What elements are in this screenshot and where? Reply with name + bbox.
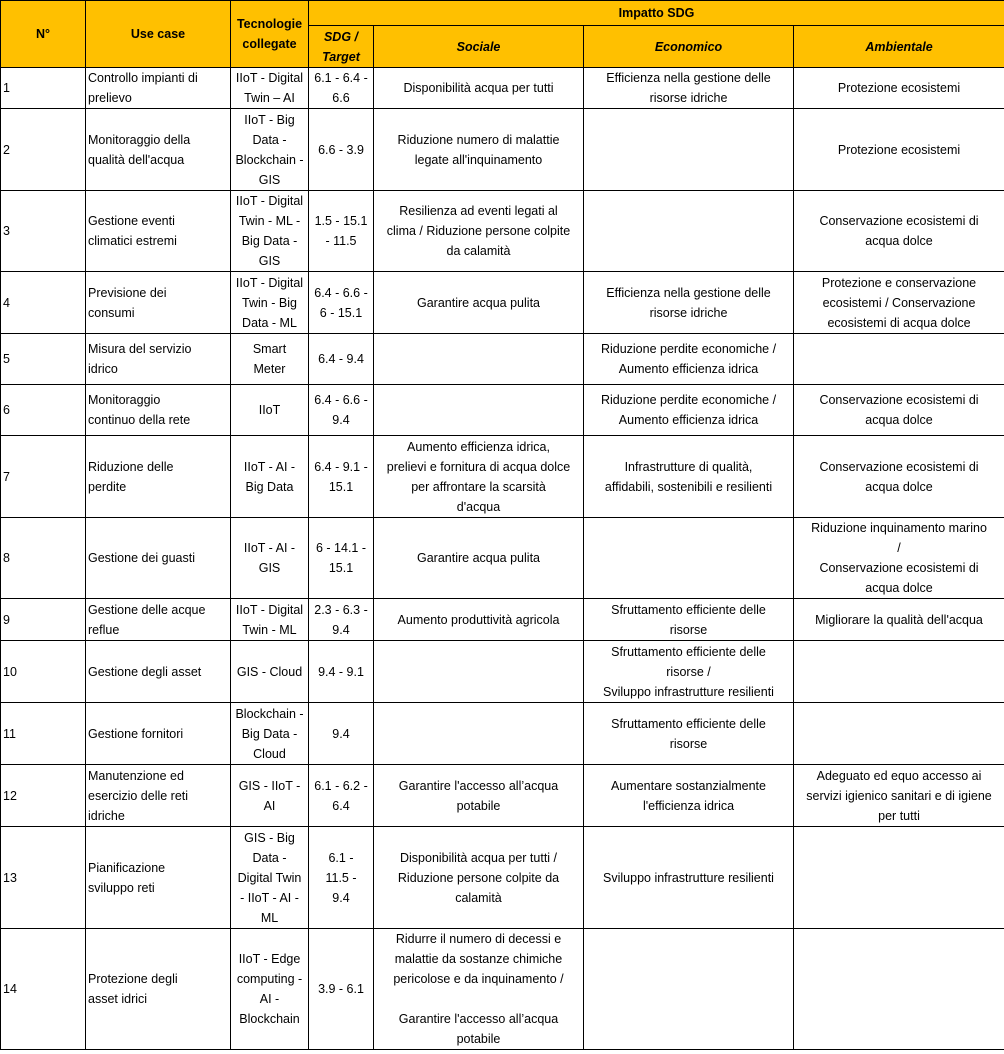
cell-sdg-target-line: 6.4 - 6.6 - [314, 285, 368, 300]
cell-economico-line: Riduzione perdite economiche / [600, 393, 777, 407]
cell-tech-line: Big Data - [241, 726, 298, 741]
header-sdg-target: SDG / Target [309, 26, 374, 68]
cell-num: 14 [1, 929, 86, 1050]
cell-tech [231, 518, 309, 599]
cell-use-case-line: Controllo impianti di [88, 71, 198, 85]
table-row [1, 334, 1004, 385]
cell-sociale-line: malattie da sostanze chimiche [394, 952, 563, 966]
cell-tech-line: Smart [252, 342, 287, 356]
cell-tech-line: IIoT - AI - [243, 541, 296, 555]
cell-sdg-target-line: 15.1 [328, 561, 354, 575]
cell-sociale-line: Aumento produttività agricola [397, 612, 560, 627]
cell-tech [231, 191, 309, 272]
header-sociale: Sociale [374, 26, 584, 68]
cell-tech-line: GIS - Big [244, 830, 295, 845]
table-row [1, 641, 1004, 703]
cell-tech [231, 599, 309, 641]
cell-ambientale-line: Migliorare la qualità dell'acqua [815, 612, 983, 627]
cell-tech-line: IIoT - Digital [235, 194, 304, 208]
header-impatto: Impatto SDG [309, 1, 1004, 26]
cell-sociale-line: Riduzione numero di malattie [397, 132, 560, 147]
cell-economico [584, 68, 794, 109]
cell-use-case-line: Riduzione delle [88, 459, 174, 474]
cell-sociale-line: Riduzione persone colpite da [397, 870, 560, 885]
cell-sdg-target [309, 385, 374, 436]
cell-ambientale-line: Adeguato ed equo accesso ai [816, 768, 982, 783]
cell-sociale-line: prelievi e fornitura di acqua dolce [386, 459, 571, 474]
cell-use-case [86, 436, 231, 518]
cell-sdg-target-line: 6.1 - [328, 850, 354, 865]
cell-sociale [374, 191, 584, 272]
cell-num: 5 [1, 334, 86, 385]
cell-num: 3 [1, 191, 86, 272]
cell-use-case [86, 765, 231, 827]
cell-sdg-target [309, 518, 374, 599]
cell-ambientale-line: servizi igienico sanitari e di igiene [806, 788, 992, 803]
cell-sdg-target [309, 641, 374, 703]
cell-economico-line: Efficienza nella gestione delle [606, 71, 771, 85]
cell-sociale [374, 765, 584, 827]
header-num: N° [1, 1, 86, 68]
cell-economico [584, 929, 794, 1050]
cell-use-case [86, 272, 231, 334]
cell-economico-line: Infrastrutture di qualità, [624, 459, 753, 474]
cell-use-case-line: Manutenzione ed [88, 768, 184, 783]
cell-use-case-line: Misura del servizio [88, 342, 192, 356]
cell-use-case-line: perdite [88, 479, 127, 494]
header-ambientale: Ambientale [794, 26, 1004, 68]
cell-sdg-target-line: 6.4 - 6.6 - [314, 393, 368, 407]
cell-economico-line: Riduzione perdite economiche / [600, 342, 777, 356]
cell-use-case-line: asset idrici [88, 992, 148, 1006]
cell-sdg-target-line: 3.9 - 6.1 [318, 982, 364, 996]
header-use-case: Use case [86, 1, 231, 68]
cell-sociale-line: Disponibilità acqua per tutti [403, 81, 554, 95]
table-body [1, 68, 1004, 1050]
cell-sdg-target-line: 6.6 - 3.9 [318, 142, 364, 157]
cell-tech-line: Blockchain [239, 1012, 300, 1026]
table-row [1, 109, 1004, 191]
cell-sdg-target-line: 9.4 [332, 726, 350, 741]
cell-economico [584, 765, 794, 827]
header-economico: Economico [584, 26, 794, 68]
cell-ambientale [794, 191, 1004, 272]
cell-sdg-target-line: 9.4 [332, 890, 350, 905]
cell-use-case-line: reflue [88, 622, 120, 637]
cell-sdg-target-line: 1.5 - 15.1 [314, 214, 368, 228]
table-row [1, 765, 1004, 827]
cell-sociale [374, 109, 584, 191]
cell-sdg-target-line: 11.5 - [325, 870, 357, 885]
cell-economico-line: affidabili, sostenibili e resilienti [604, 479, 773, 494]
cell-economico-line: risorse [669, 622, 708, 637]
cell-use-case [86, 703, 231, 765]
cell-tech-line: Twin – AI [244, 91, 295, 105]
cell-tech [231, 436, 309, 518]
cell-economico-line: Aumento efficienza idrica [618, 362, 759, 376]
cell-use-case-line: Protezione degli [88, 972, 178, 986]
cell-use-case [86, 641, 231, 703]
cell-tech-line: AI [263, 798, 276, 813]
cell-ambientale [794, 109, 1004, 191]
cell-sdg-target-line: 6.4 - 9.1 - [314, 459, 368, 474]
cell-use-case [86, 599, 231, 641]
cell-tech [231, 109, 309, 191]
cell-use-case-line: Gestione dei guasti [88, 551, 196, 565]
cell-use-case [86, 385, 231, 436]
cell-sdg-target-line: 6.1 - 6.4 - [314, 71, 368, 85]
cell-sdg-target-line: 6.4 - 9.4 [318, 352, 364, 366]
cell-sociale-line: Garantire l'accesso all’acqua [398, 1012, 559, 1026]
cell-tech-line: GIS [258, 172, 281, 187]
cell-ambientale-line: Conservazione ecosistemi di [819, 561, 979, 575]
cell-tech-line: Meter [253, 362, 286, 376]
cell-tech [231, 334, 309, 385]
cell-num: 6 [1, 385, 86, 436]
cell-sdg-target-line: 6.4 [332, 798, 350, 813]
cell-economico-line: Aumentare sostanzialmente [611, 778, 766, 793]
cell-num: 4 [1, 272, 86, 334]
cell-use-case [86, 68, 231, 109]
cell-economico-line: Sfruttamento efficiente delle [611, 644, 766, 659]
cell-sdg-target-line: 15.1 [328, 479, 354, 494]
cell-economico [584, 703, 794, 765]
cell-economico [584, 518, 794, 599]
cell-economico-line: risorse / [666, 664, 711, 679]
cell-economico-line: risorse idriche [649, 305, 728, 320]
cell-sociale [374, 599, 584, 641]
cell-economico [584, 641, 794, 703]
cell-tech-line: GIS [258, 254, 281, 268]
cell-economico [584, 599, 794, 641]
cell-use-case-line: prelievo [88, 91, 132, 105]
cell-num: 1 [1, 68, 86, 109]
cell-use-case [86, 109, 231, 191]
cell-use-case [86, 827, 231, 929]
cell-ambientale [794, 518, 1004, 599]
cell-sociale-line: Garantire l'accesso all’acqua [398, 778, 559, 793]
cell-sociale-line: Aumento efficienza idrica, [407, 439, 550, 454]
cell-sociale-line [376, 989, 581, 1009]
cell-use-case-line: sviluppo reti [88, 880, 155, 895]
cell-num: 2 [1, 109, 86, 191]
cell-ambientale [794, 703, 1004, 765]
table-row [1, 272, 1004, 334]
cell-sociale-line: d'acqua [456, 499, 501, 514]
cell-ambientale-line: Protezione ecosistemi [837, 142, 961, 157]
cell-ambientale [794, 641, 1004, 703]
cell-ambientale-line: Protezione e conservazione [821, 275, 977, 290]
cell-use-case-line: consumi [88, 305, 135, 320]
cell-sdg-target-line: 6 - 15.1 [319, 305, 363, 320]
header-tech: Tecnologie collegate [231, 1, 309, 68]
cell-sociale [374, 827, 584, 929]
cell-ambientale-line: per tutti [878, 808, 920, 823]
cell-sociale [374, 518, 584, 599]
cell-num: 8 [1, 518, 86, 599]
cell-ambientale [794, 272, 1004, 334]
cell-sociale-line: Garantire acqua pulita [417, 295, 540, 310]
cell-sdg-target-line: 6.6 [332, 91, 350, 105]
cell-tech-line: IIoT - Big [244, 112, 295, 127]
cell-tech-line: IIoT - AI - [243, 459, 296, 474]
cell-use-case-line: Monitoraggio della [88, 132, 191, 147]
cell-use-case-line: Monitoraggio [88, 393, 161, 407]
cell-economico-line: l'efficienza idrica [642, 798, 735, 813]
cell-sociale-line: potabile [456, 1032, 501, 1046]
cell-economico [584, 272, 794, 334]
cell-sociale-line: clima / Riduzione persone colpite [386, 224, 571, 238]
cell-tech [231, 272, 309, 334]
cell-sociale [374, 641, 584, 703]
cell-tech [231, 385, 309, 436]
cell-tech [231, 827, 309, 929]
cell-tech-line: Blockchain - [235, 706, 304, 721]
cell-sociale-line: Garantire acqua pulita [417, 551, 540, 565]
cell-num: 10 [1, 641, 86, 703]
cell-sociale [374, 334, 584, 385]
table-row [1, 68, 1004, 109]
cell-sdg-target-line: 9.4 [332, 622, 350, 637]
cell-sdg-target [309, 334, 374, 385]
cell-ambientale [794, 599, 1004, 641]
cell-economico-line: Aumento efficienza idrica [618, 413, 759, 427]
cell-sociale-line: pericolose e da inquinamento / [393, 972, 564, 986]
cell-tech [231, 641, 309, 703]
cell-use-case [86, 518, 231, 599]
cell-sociale-line: Resilienza ad eventi legati al [399, 204, 558, 218]
cell-tech-line: Twin - ML [242, 622, 297, 637]
cell-use-case [86, 929, 231, 1050]
cell-sdg-target [309, 191, 374, 272]
cell-tech-line: Cloud [253, 746, 286, 761]
cell-economico-line: risorse idriche [649, 91, 728, 105]
cell-sociale [374, 68, 584, 109]
cell-use-case-line: Gestione delle acque [88, 602, 206, 617]
table-row [1, 191, 1004, 272]
cell-tech-line: Twin - ML - [238, 214, 301, 228]
cell-sdg-target-line: 6 - 14.1 - [315, 541, 367, 555]
cell-use-case-line: continuo della rete [88, 413, 191, 427]
cell-ambientale-line: Conservazione ecosistemi di [819, 214, 979, 228]
cell-sdg-target [309, 109, 374, 191]
cell-economico [584, 191, 794, 272]
cell-sociale [374, 929, 584, 1050]
cell-tech [231, 703, 309, 765]
cell-tech-line: - IIoT - AI - [240, 890, 299, 905]
cell-num: 12 [1, 765, 86, 827]
cell-sdg-target [309, 436, 374, 518]
cell-ambientale-line: ecosistemi / Conservazione [822, 295, 976, 310]
cell-use-case-line: idriche [88, 808, 125, 823]
cell-sdg-target [309, 929, 374, 1050]
cell-tech-line: Data - ML [242, 315, 297, 330]
table-row [1, 385, 1004, 436]
cell-sdg-target [309, 827, 374, 929]
cell-num: 7 [1, 436, 86, 518]
cell-use-case-line: Gestione degli asset [88, 664, 202, 679]
cell-economico [584, 436, 794, 518]
cell-sociale-line: calamità [455, 890, 502, 905]
cell-ambientale-line: acqua dolce [865, 479, 933, 494]
table-row [1, 518, 1004, 599]
header-row-top [1, 1, 1004, 26]
cell-use-case-line: idrico [88, 362, 118, 376]
cell-economico-line: Sfruttamento efficiente delle [611, 602, 766, 617]
cell-ambientale-line: Conservazione ecosistemi di [819, 393, 979, 407]
cell-tech-line: Blockchain - [235, 152, 304, 167]
cell-ambientale-line: acqua dolce [865, 413, 933, 427]
table-row [1, 929, 1004, 1050]
cell-num: 11 [1, 703, 86, 765]
cell-sociale-line: Disponibilità acqua per tutti / [399, 850, 558, 865]
cell-ambientale-line: acqua dolce [865, 581, 933, 595]
cell-ambientale-line: Conservazione ecosistemi di [819, 459, 979, 474]
cell-tech-line: computing - [236, 972, 303, 986]
cell-sdg-target-line: 2.3 - 6.3 - [314, 602, 368, 617]
cell-tech-line: IIoT - Digital [235, 71, 304, 85]
cell-ambientale-line: acqua dolce [865, 234, 933, 248]
cell-tech-line: GIS - IIoT - [238, 778, 301, 793]
cell-tech [231, 765, 309, 827]
cell-tech-line: IIoT [258, 403, 281, 417]
cell-ambientale [794, 436, 1004, 518]
cell-economico [584, 334, 794, 385]
cell-tech-line: Data - [252, 850, 287, 865]
cell-sdg-target-line: 9.4 - 9.1 [318, 664, 364, 679]
cell-sdg-target-line: 6.1 - 6.2 - [314, 778, 368, 793]
cell-ambientale [794, 929, 1004, 1050]
cell-ambientale-line: Riduzione inquinamento marino [811, 521, 987, 535]
cell-sdg-target [309, 765, 374, 827]
cell-tech-line: AI - [259, 992, 280, 1006]
cell-ambientale-line: Protezione ecosistemi [837, 81, 961, 95]
cell-sdg-target [309, 703, 374, 765]
cell-sdg-target-line: 9.4 [332, 413, 350, 427]
cell-use-case-line: qualità dell'acqua [88, 152, 185, 167]
cell-tech-line: ML [260, 910, 279, 925]
cell-economico-line: Sviluppo infrastrutture resilienti [603, 684, 774, 699]
cell-num: 13 [1, 827, 86, 929]
cell-sociale [374, 703, 584, 765]
cell-sociale-line: da calamità [446, 244, 511, 258]
cell-use-case [86, 334, 231, 385]
cell-sdg-target [309, 272, 374, 334]
cell-tech-line: IIoT - Digital [235, 275, 304, 290]
cell-economico-line: risorse [669, 736, 708, 751]
cell-economico [584, 385, 794, 436]
cell-tech-line: Twin - Big [242, 295, 297, 310]
table-row [1, 703, 1004, 765]
cell-ambientale [794, 827, 1004, 929]
table-row [1, 827, 1004, 929]
cell-use-case-line: esercizio delle reti [88, 788, 189, 803]
table-row [1, 436, 1004, 518]
cell-use-case-line: Gestione fornitori [88, 726, 184, 741]
cell-tech-line: IIoT - Digital [235, 602, 304, 617]
cell-sdg-target-line: - 11.5 [325, 234, 357, 248]
cell-sdg-target [309, 68, 374, 109]
cell-ambientale-line: / [897, 541, 901, 555]
cell-sociale [374, 385, 584, 436]
cell-economico [584, 109, 794, 191]
cell-sociale [374, 272, 584, 334]
cell-sdg-target [309, 599, 374, 641]
cell-economico-line: Sviluppo infrastrutture resilienti [603, 870, 774, 885]
cell-tech-line: Big Data - [241, 234, 298, 248]
cell-use-case-line: climatici estremi [88, 234, 177, 248]
cell-use-case-line: Pianificazione [88, 860, 166, 875]
cell-sociale-line: Ridurre il numero di decessi e [395, 932, 562, 946]
cell-sociale-line: legate all'inquinamento [414, 152, 543, 167]
cell-sociale [374, 436, 584, 518]
cell-tech-line: GIS [258, 561, 281, 575]
cell-tech [231, 68, 309, 109]
cell-use-case-line: Previsione dei [88, 285, 167, 300]
cell-tech-line: Data - [252, 132, 287, 147]
cell-ambientale [794, 68, 1004, 109]
cell-economico [584, 827, 794, 929]
cell-economico-line: Sfruttamento efficiente delle [611, 716, 766, 731]
cell-tech-line: Digital Twin [237, 870, 302, 885]
cell-tech-line: IIoT - Edge [238, 952, 301, 966]
cell-economico-line: Efficienza nella gestione delle [606, 285, 771, 300]
cell-ambientale [794, 385, 1004, 436]
cell-num: 9 [1, 599, 86, 641]
cell-sociale-line: per affrontare la scarsità [411, 479, 546, 494]
cell-ambientale-line: ecosistemi di acqua dolce [827, 315, 971, 330]
cell-tech [231, 929, 309, 1050]
cell-use-case [86, 191, 231, 272]
cell-use-case-line: Gestione eventi [88, 214, 175, 228]
table-row [1, 599, 1004, 641]
cell-tech-line: GIS - Cloud [236, 664, 303, 679]
cell-sociale-line: potabile [456, 798, 501, 813]
cell-tech-line: Big Data [245, 479, 294, 494]
cell-ambientale [794, 334, 1004, 385]
cell-ambientale [794, 765, 1004, 827]
